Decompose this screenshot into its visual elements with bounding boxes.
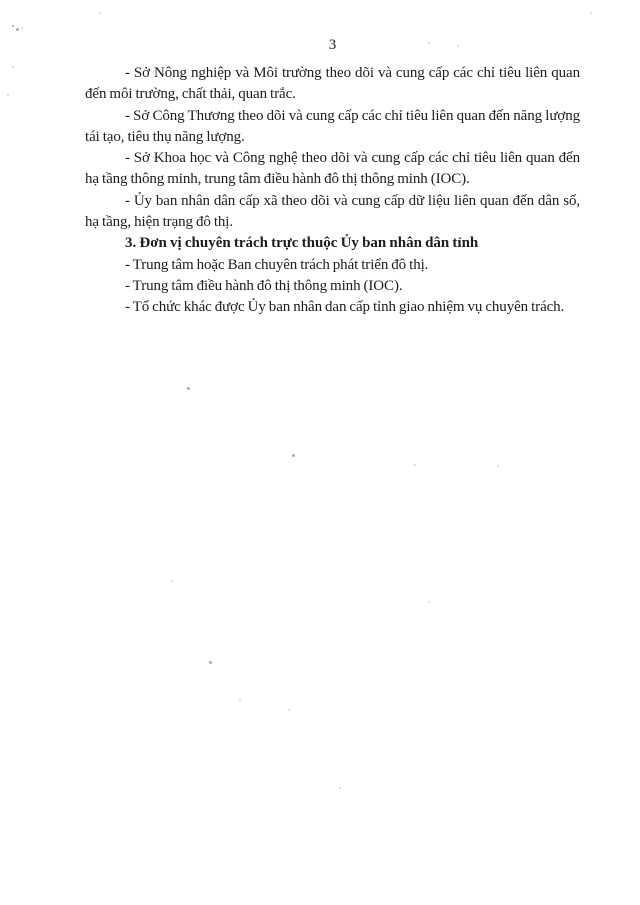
scan-speck <box>288 709 290 711</box>
page-number: 3 <box>328 37 337 53</box>
scan-speck <box>209 661 212 664</box>
scan-speck <box>497 465 499 467</box>
paragraph-line: - Ủy ban nhân dân cấp xã theo dõi và cung cấp dữ liệu liên quan đến dân số, <box>125 192 580 209</box>
scan-speck <box>339 787 341 789</box>
document-body <box>85 63 580 319</box>
scan-speck <box>292 454 295 457</box>
paragraph-line: đến môi trường, chất thải, quan trắc. <box>85 86 296 103</box>
scan-speck <box>590 12 592 14</box>
scan-speck <box>7 94 9 96</box>
scan-speck <box>99 12 101 14</box>
scan-speck <box>187 387 190 390</box>
scan-speck <box>428 42 430 44</box>
scan-speck <box>12 66 14 68</box>
paragraph-line: - Sở Khoa học và Công nghệ theo dõi và cung cấp các chỉ tiêu liên quan đến <box>125 150 580 167</box>
scan-speck <box>428 601 430 603</box>
scan-speck <box>414 464 416 466</box>
paragraph-line: - Sở Công Thương theo dõi và cung cấp các chỉ tiêu liên quan đến năng lượng <box>125 107 580 124</box>
bullet-line: - Trung tâm điều hành đô thị thông minh (IOC). <box>125 277 403 294</box>
bullet-line: - Trung tâm hoặc Ban chuyên trách phát triển đô thị. <box>125 256 429 273</box>
scan-speck <box>239 699 241 701</box>
bullet-line: - Tổ chức khác được Ủy ban nhân dan cấp tỉnh giao nhiệm vụ chuyên trách. <box>125 299 565 316</box>
paragraph-line: hạ tầng thông minh, trung tâm điều hành đô thị thông minh (IOC). <box>85 171 470 188</box>
scan-speck <box>219 218 221 220</box>
scan-speck <box>16 28 19 31</box>
paragraph-line: - Sở Nông nghiệp và Môi trường theo dõi và cung cấp các chỉ tiêu liên quan <box>125 65 580 81</box>
section-heading: 3. Đơn vị chuyên trách trực thuộc Ủy ban nhân dân tỉnh <box>125 235 479 252</box>
scan-speck <box>12 25 14 27</box>
paragraph-line: hạ tầng, hiện trạng đô thị. <box>85 214 234 231</box>
scan-speck <box>457 45 459 47</box>
paragraph-line: tái tạo, tiêu thụ năng lượng. <box>85 128 245 145</box>
scan-speck <box>171 580 173 582</box>
scan-speck <box>21 27 23 29</box>
